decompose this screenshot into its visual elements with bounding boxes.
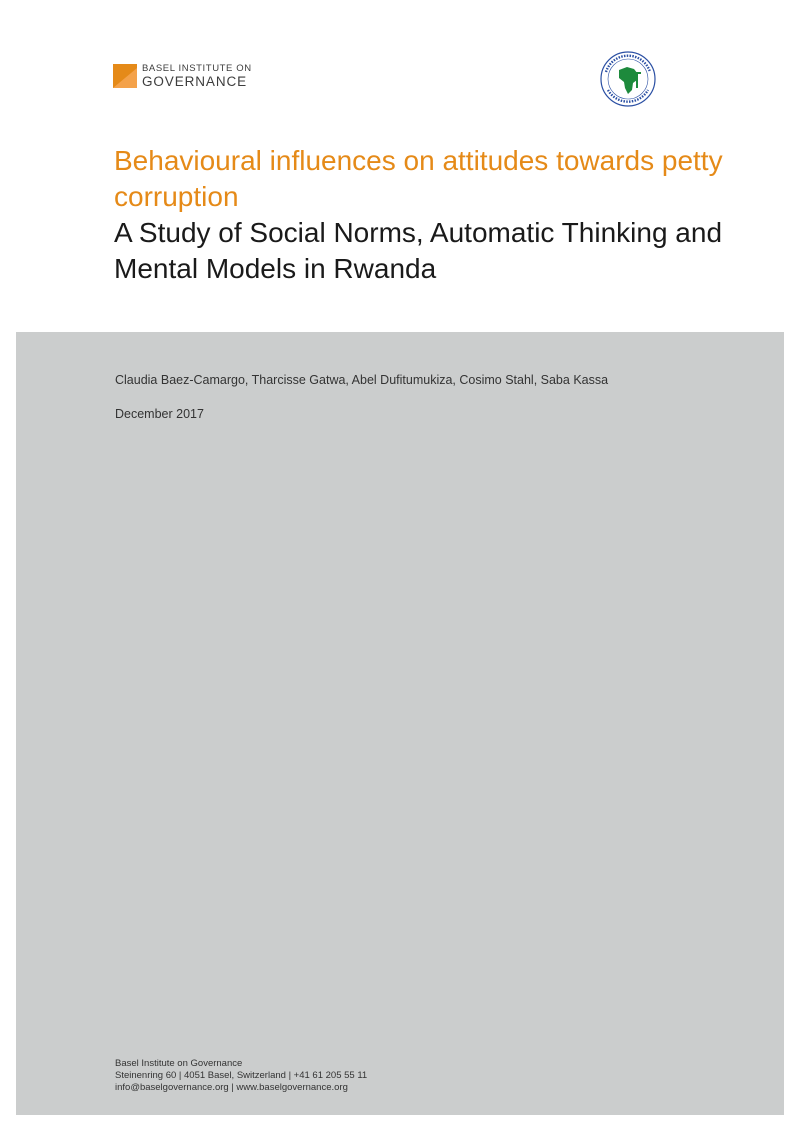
footer-org: Basel Institute on Governance [115, 1058, 243, 1069]
document-title: Behavioural influences on attitudes towards petty corruption [114, 145, 723, 212]
logo-line-2: GOVERNANCE [142, 74, 248, 89]
publication-date: December 2017 [115, 407, 204, 421]
basel-logo-text [142, 63, 252, 89]
details-panel [16, 332, 784, 1115]
document-subtitle: A Study of Social Norms, Automatic Thinking and Mental Models in Rwanda [114, 217, 723, 284]
authors: Claudia Baez-Camargo, Tharcisse Gatwa, Abel Dufitumukiza, Cosimo Stahl, Saba Kassa [115, 373, 609, 387]
footer-contact-info: info@baselgovernance.org | www.baselgovernance.org [115, 1082, 348, 1093]
africa-seal-logo-icon [597, 50, 659, 108]
footer-contact [115, 1058, 367, 1094]
footer-address: Steinenring 60 | 4051 Basel, Switzerland | +41 61 205 55 11 [115, 1070, 368, 1081]
basel-logo-mark-icon [113, 64, 137, 88]
logo-line-1: BASEL INSTITUTE ON [142, 63, 252, 74]
title-block [114, 143, 774, 287]
